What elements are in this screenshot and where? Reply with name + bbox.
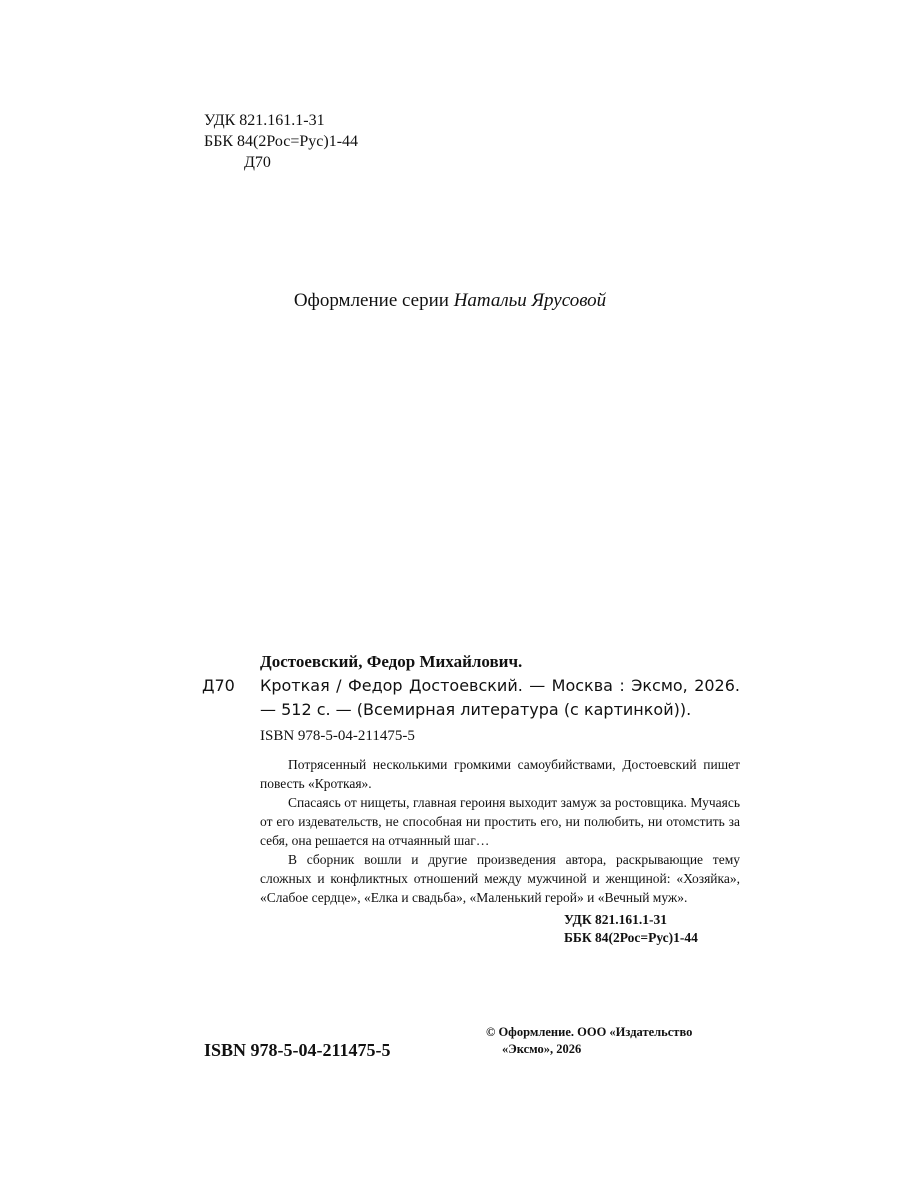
bbk-code: ББК 84(2Рос=Рус)1-44 <box>204 133 359 150</box>
annotation <box>260 755 740 907</box>
annotation-paragraph: Спасаясь от нищеты, главная героиня выходит замуж за ростовщика. Мучаясь от его издевательств, не способная ни простить его, ни полюбить, ни отомстить за себя, она решается на отчаянный шаг… <box>260 795 740 848</box>
bibliographic-description <box>202 674 740 722</box>
classification-codes-bottom <box>564 911 740 947</box>
author-heading: Достоевский, Федор Михайлович. <box>260 652 523 671</box>
bibliographic-text: Кроткая / Федор Достоевский. — Москва : Эксмо, 2026. — 512 с. — (Всемирная литература (с картинкой)). <box>260 676 740 719</box>
udk-code: УДК 821.161.1-31 <box>204 112 325 129</box>
series-design-credit <box>0 290 900 312</box>
top-classification-codes <box>204 110 358 173</box>
author-sign-margin: Д70 <box>202 676 235 695</box>
series-design-prefix: Оформление серии <box>293 290 449 311</box>
bbk-code: ББК 84(2Рос=Рус)1-44 <box>564 930 698 945</box>
catalog-entry <box>200 650 740 947</box>
copyright-notice <box>486 1024 692 1058</box>
annotation-paragraph: Потрясенный несколькими громкими самоубийствами, Достоевский пишет повесть «Кроткая». <box>260 757 740 791</box>
udk-code: УДК 821.161.1-31 <box>564 912 667 927</box>
author-sign: Д70 <box>244 154 271 171</box>
series-designer-name: Натальи Ярусовой <box>453 290 607 311</box>
annotation-paragraph: В сборник вошли и другие произведения автора, раскрывающие тему сложных и конфликтных отношений между мужчиной и женщиной: «Хозяйка», «Слабое сердце», «Елка и свадьба», «Маленький герой» и «Вечный муж». <box>260 852 740 905</box>
isbn-line: ISBN 978-5-04-211475-5 <box>260 728 415 744</box>
isbn-large: ISBN 978-5-04-211475-5 <box>204 1040 391 1060</box>
copyright-line: © Оформление. ООО «Издательство <box>486 1025 693 1039</box>
copyright-line: «Эксмо», 2026 <box>502 1042 582 1056</box>
